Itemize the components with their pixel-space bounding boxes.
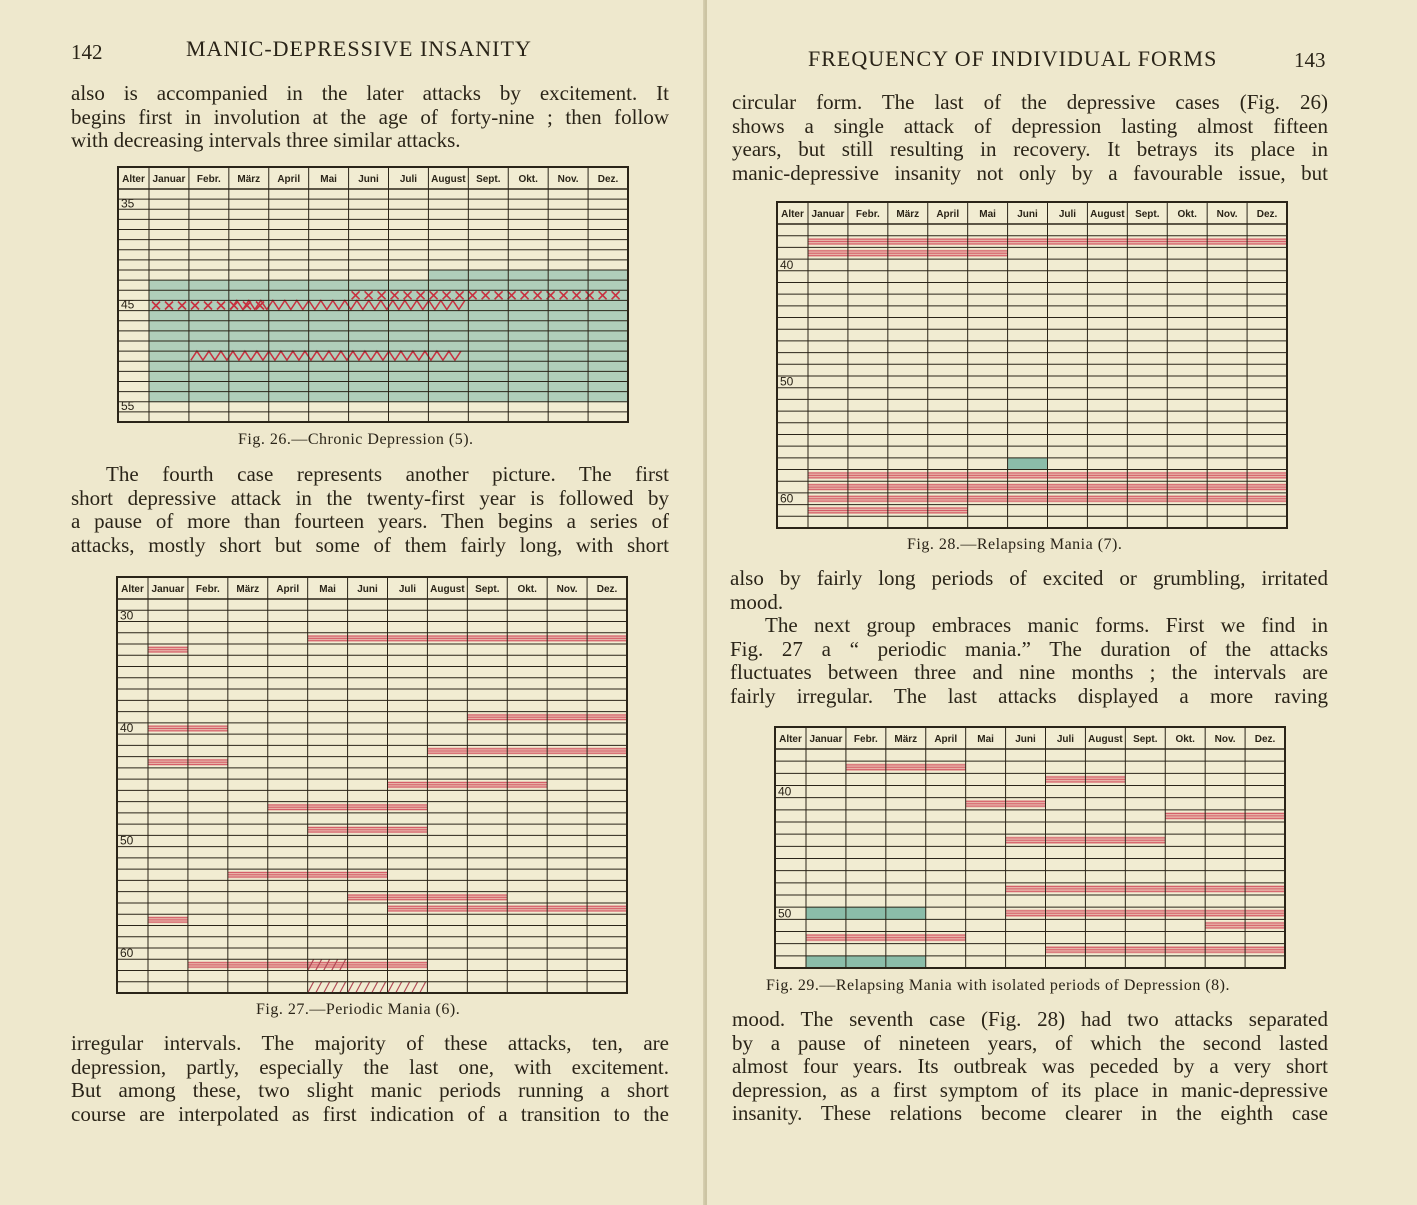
month-column-header: Januar [809, 734, 843, 745]
month-column-header: Dez. [1256, 209, 1278, 220]
age-tick-label: 40 [120, 721, 134, 736]
text-line: Fig. 27 a “ periodic mania.” The duration of the attacks [730, 636, 1328, 661]
month-column-header: Januar [811, 209, 845, 220]
age-tick-label: 40 [780, 257, 794, 272]
age-column-header: Alter [121, 584, 144, 595]
month-column-header: April [277, 174, 301, 185]
text-line: But among these, two slight manic periods running a short [71, 1078, 669, 1102]
paragraph [71, 463, 669, 557]
figure-caption [907, 536, 1122, 554]
month-column-header: Febr. [195, 584, 220, 595]
text-line: course are interpolated as first indication of a transition to the [71, 1101, 669, 1126]
caption-text: —Periodic Mania (6). [309, 1001, 461, 1018]
month-column-header: Juli [398, 584, 417, 595]
age-tick-label: 35 [121, 196, 135, 211]
text-line: almost four years. Its outbreak was peceded by a very short [732, 1054, 1328, 1078]
age-tick-label: 45 [121, 297, 135, 312]
month-column-header: Juli [1056, 734, 1075, 745]
age-tick-label: 50 [778, 906, 792, 921]
text-line: The fourth case represents another picture. The first [106, 462, 669, 486]
text-line: depression, partly, especially the last one, with excitement. [71, 1054, 669, 1079]
paragraph [732, 1008, 1328, 1126]
month-column-header: Nov. [1214, 734, 1236, 745]
paragraph [71, 82, 669, 153]
text-line: manic-depressive insanity not only by a favourable issue, but [732, 160, 1328, 185]
month-column-header: Juni [358, 174, 379, 185]
fig29-chart [775, 727, 1285, 968]
month-column-header: März [894, 734, 918, 745]
age-column-header: Alter [781, 209, 804, 220]
running-head: FREQUENCY OF INDIVIDUAL FORMS [808, 46, 1218, 71]
month-column-header: Sept. [475, 584, 500, 595]
text-line: insanity. These relations become clearer in the eighth case [732, 1101, 1328, 1125]
figure-caption [256, 1001, 460, 1019]
figure-caption [766, 977, 1230, 995]
fig26-chart [118, 167, 628, 422]
month-column-header: März [236, 584, 260, 595]
paragraph [730, 614, 1328, 708]
month-column-header: April [276, 584, 300, 595]
month-column-header: Mai [977, 734, 994, 745]
text-line: fairly irregular. The last attacks displayed a more raving [730, 683, 1328, 708]
month-column-header: Sept. [476, 174, 501, 185]
text-line: also is accompanied in the later attacks by excitement. It [71, 81, 669, 105]
month-column-header: Mai [320, 174, 337, 185]
paragraph [730, 567, 1328, 614]
age-column-header: Alter [122, 174, 145, 185]
figure-caption [238, 431, 474, 449]
page-number: 142 [71, 40, 103, 64]
text-line: shows a single attack of depression lasting almost fifteen [732, 113, 1328, 138]
month-column-header: Febr. [196, 174, 221, 185]
month-column-header: Sept. [1135, 209, 1160, 220]
running-head: MANIC-DEPRESSIVE INSANITY [186, 36, 532, 61]
month-column-header: August [431, 174, 466, 185]
month-column-header: Mai [319, 584, 336, 595]
text-line: years, but still resulting in recovery. It betrays its place in [732, 137, 1328, 161]
fig28-chart [777, 202, 1287, 528]
left-page [0, 0, 705, 1205]
caption-text: —Relapsing Mania (7). [960, 536, 1123, 553]
month-column-header: März [237, 174, 261, 185]
month-column-header: Juni [1015, 734, 1036, 745]
caption-text: —Relapsing Mania with isolated periods of Depression (8). [819, 977, 1230, 994]
month-column-header: Okt. [518, 174, 538, 185]
month-column-header: Febr. [853, 734, 878, 745]
text-line: with decreasing intervals three similar attacks. [71, 128, 461, 152]
month-column-header: Dez. [596, 584, 618, 595]
text-line: also by fairly long periods of excited or grumbling, irritated [730, 566, 1328, 590]
text-line: attacks, mostly short but some of them fairly long, with short [71, 532, 669, 557]
month-column-header: August [430, 584, 465, 595]
month-column-header: Dez. [597, 174, 619, 185]
text-line: short depressive attack in the twenty-first year is followed by [71, 485, 669, 510]
text-line: irregular intervals. The majority of these attacks, ten, are [71, 1031, 669, 1055]
caption-text: —Chronic Depression (5). [291, 431, 474, 448]
age-tick-label: 55 [121, 398, 135, 413]
month-column-header: April [936, 209, 960, 220]
age-tick-label: 60 [780, 491, 794, 506]
caption-label: Fig. 29. [766, 977, 820, 994]
caption-label: Fig. 27. [256, 1001, 310, 1018]
month-column-header: Febr. [855, 209, 880, 220]
text-line: The next group embraces manic forms. First we find in [765, 613, 1328, 637]
text-line: mood. [730, 589, 784, 614]
right-page [707, 0, 1417, 1205]
depression-block [428, 270, 628, 281]
age-tick-label: 50 [780, 374, 794, 389]
month-column-header: Januar [152, 174, 186, 185]
caption-label: Fig. 26. [238, 431, 292, 448]
paragraph [732, 91, 1328, 185]
month-column-header: März [896, 209, 920, 220]
text-line: by a pause of nineteen years, of which the second lasted [732, 1030, 1328, 1055]
text-line: mood. The seventh case (Fig. 28) had two attacks separated [732, 1007, 1328, 1031]
month-column-header: Juli [1058, 209, 1077, 220]
month-column-header: Januar [151, 584, 185, 595]
fig27-chart [117, 577, 627, 993]
month-column-header: Juli [399, 174, 418, 185]
text-line: depression, as a first symptom of its place in manic-depressive [732, 1077, 1328, 1102]
month-column-header: Okt. [517, 584, 537, 595]
age-tick-label: 30 [120, 608, 134, 623]
month-column-header: Juni [357, 584, 378, 595]
text-line: circular form. The last of the depressive cases (Fig. 26) [732, 90, 1328, 114]
month-column-header: August [1088, 734, 1123, 745]
month-column-header: Dez. [1254, 734, 1276, 745]
page-number: 143 [1294, 48, 1326, 72]
depression-block [806, 956, 926, 969]
month-column-header: Nov. [557, 174, 579, 185]
age-tick-label: 40 [778, 784, 792, 799]
month-column-header: Mai [979, 209, 996, 220]
caption-label: Fig. 28. [907, 536, 961, 553]
month-column-header: April [934, 734, 958, 745]
text-line: begins first in involution at the age of forty-nine ; then follow [71, 104, 669, 129]
depression-block [1008, 458, 1048, 470]
depression-block [806, 907, 926, 920]
text-line: a pause of more than fourteen years. Then begins a series of [71, 509, 669, 533]
month-column-header: Sept. [1133, 734, 1158, 745]
month-column-header: Okt. [1177, 209, 1197, 220]
month-column-header: August [1090, 209, 1125, 220]
month-column-header: Okt. [1175, 734, 1195, 745]
month-column-header: Juni [1017, 209, 1038, 220]
month-column-header: Nov. [556, 584, 578, 595]
month-column-header: Nov. [1216, 209, 1238, 220]
paragraph [71, 1032, 669, 1126]
text-line: fluctuates between three and nine months ; the intervals are [730, 660, 1328, 684]
age-column-header: Alter [779, 734, 802, 745]
age-tick-label: 60 [120, 946, 134, 961]
age-tick-label: 50 [120, 833, 134, 848]
